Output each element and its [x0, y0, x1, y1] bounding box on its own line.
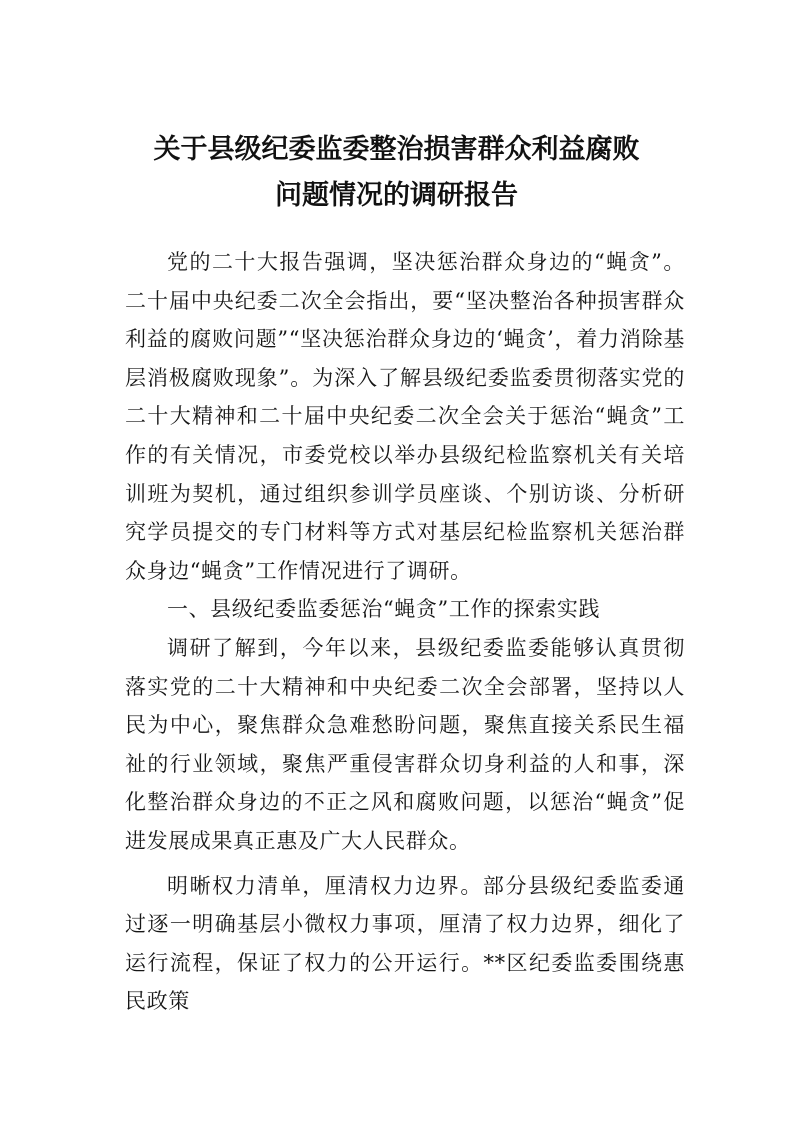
paragraph-power-list: 明晰权力清单，厘清权力边界。部分县级纪委监委通过逐一明确基层小微权力事项，厘清了权力边界，细化了运行流程，保证了权力的公开运行。**区纪委监委围绕惠民政策 — [125, 873, 685, 1014]
paragraph-research-findings: 调研了解到，今年以来，县级纪委监委能够认真贯彻落实党的二十大精神和中央纪委二次全会部署，坚持以人民为中心，聚焦群众急难愁盼问题，聚焦直接关系民生福祉的行业领域，聚焦严重侵害群众切身利益的人和事，深化整治群众身边的不正之风和腐败问题，以惩治“蝇贪”促进发展成果真正惠及广大人民群众。 — [125, 635, 685, 853]
section-heading-1: 一、县级纪委监委惩治“蝇贪”工作的探索实践 — [167, 597, 601, 622]
document-body — [125, 243, 685, 1021]
paragraph-intro: 党的二十大报告强调，坚决惩治群众身边的“蝇贪”。二十届中央纪委二次全会指出，要“坚决整治各种损害群众利益的腐败问题”“坚决惩治群众身边的‘蝇贪’，着力消除基层消极腐败现象”。为深入了解县级纪委监委贯彻落实党的二十大精神和二十届中央纪委二次全会关于惩治“蝇贪”工作的有关情况，市委党校以举办县级纪检监察机关有关培训班为契机，通过组织参训学员座谈、个别访谈、分析研究学员提交的专门材料等方式对基层纪检监察机关惩治群众身边“蝇贪”工作情况进行了调研。 — [125, 250, 685, 583]
document-title-line1: 关于县级纪委监委整治损害群众利益腐败 — [153, 134, 640, 165]
document-title-line2: 问题情况的调研报告 — [275, 180, 518, 211]
